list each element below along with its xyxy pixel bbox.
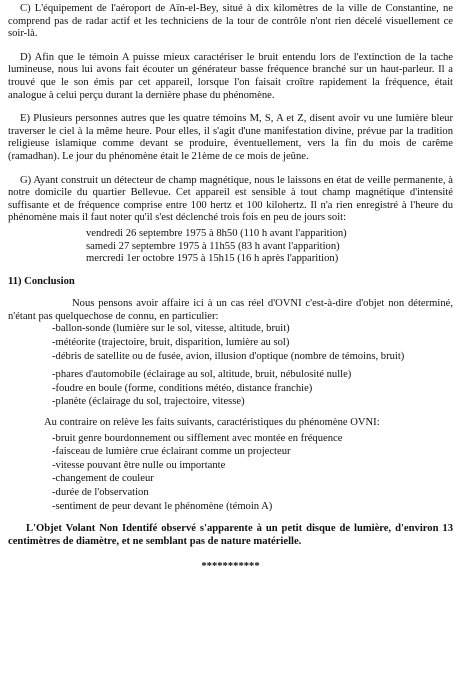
list-item: -changement de couleur [52, 473, 154, 485]
list-item: -débris de satellite ou de fusée, avion, illusion d'optique (nombre de témoins, bruit) [52, 350, 405, 362]
list-item: -planète (éclairage du sol, trajectoire, vitesse) [52, 396, 245, 408]
list-item: -phares d'automobile (éclairage au sol, altitude, bruit, nébulosité nulle) [52, 369, 352, 381]
list-item: -foudre en boule (forme, conditions météo, distance franchie) [52, 382, 313, 394]
list-item: -vitesse pouvant être nulle ou importante [52, 459, 226, 471]
list-item: -durée de l'observation [52, 487, 149, 498]
list-item: -sentiment de peur devant le phénomène (témoin A) [52, 500, 273, 512]
known-phenomena-list [52, 323, 453, 409]
final-conclusion: L'Objet Volant Non Identifé observé s'apparente à un petit disque de lumière, d'environ 13 centimètres de diamètre, et ne semblant pas de nature matérielle. [8, 523, 453, 547]
list-item: -faisceau de lumière crue éclairant comme un projecteur [52, 446, 291, 458]
list-item: -météorite (trajectoire, bruit, disparition, lumière au sol) [52, 337, 290, 349]
end-separator: *********** [201, 561, 260, 573]
list-item: -bruit genre bourdonnement ou sifflement avec montée en fréquence [52, 432, 343, 444]
list-item: -ballon-sonde (lumière sur le sol, vitesse, altitude, bruit) [52, 323, 290, 335]
date-item: samedi 27 septembre 1975 à 11h55 (83 h avant l'apparition) [86, 240, 340, 252]
section-title-conclusion: 11) Conclusion [8, 275, 75, 287]
detector-dates-list [86, 228, 453, 266]
date-item: mercredi 1er octobre 1975 à 15h15 (16 h après l'apparition) [86, 253, 339, 265]
date-item: vendredi 26 septembre 1975 à 8h50 (110 h avant l'apparition) [86, 227, 347, 239]
paragraph-d: D) Afin que le témoin A puisse mieux caractériser le bruit entendu lors de l'extinction de la tache lumineuse, nous lui avons fait écouter un générateur basse fréquence branché sur un haut-parleur. Il a trouvé que le son émis par cet appareil, lorsque l'on faisait croître rapidement la fréquence, était analogue à celui perçu durant la dernière phase du phénomène. [8, 51, 453, 101]
paragraph-e: E) Plusieurs personnes autres que les quatre témoins M, S, A et Z, disent avoir vu une lumière bleur traverser le ciel à la même heure. Pour elles, il s'agit d'une manifestation divine, prévue par la tradition religieuse islamique comme devant se produire, éventuellement, vers la fin du mois de carême (ramadhan). Le jour du phénomène était le 21ème de ce mois de jeûne. [8, 113, 453, 162]
paragraph-g: G) Ayant construit un détecteur de champ magnétique, nous le laissons en état de veille permanente, à notre domicile du quartier Bellevue. Cet appareil est sensible à tout champ magnétique d'intensité suffisante et de fréquence comprise entre 100 hertz et 100 kilohertz. Il n'a rien enregistré à l'heure du phénomène mais il faut noter qu'il s'est déclenché trois fois en peu de jours soit: [8, 174, 453, 224]
contrary-intro: Au contraire on relève les faits suivants, caractéristiques du phénomène OVNI: [44, 417, 380, 429]
paragraph-c: C) L'équipement de l'aéroport de Aïn-el-Bey, situé à dix kilomètres de la ville de Constantine, ne comprend pas de radar actif et les techniciens de la tour de contrôle n'ont rien décelé visuellement ce soir-là. [8, 3, 453, 40]
ovni-characteristics-list [52, 433, 453, 514]
conclusion-intro: Nous pensons avoir affaire ici à un cas réel d'OVNI c'est-à-dire d'objet non déterminé, n'étant pas quelquechose de connu, en particulier: [8, 298, 453, 322]
